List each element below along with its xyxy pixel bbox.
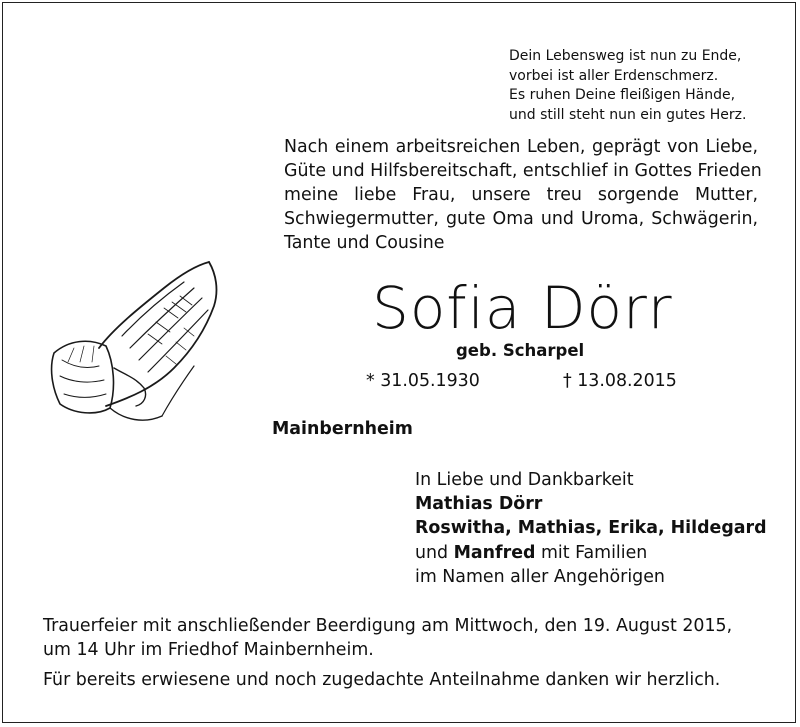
intro-line: meine liebe Frau, unsere treu sorgende Mutter,: [284, 185, 758, 205]
birth-name: geb. Scharpel: [456, 341, 585, 360]
funeral-line: Trauerfeier mit anschließender Beerdigung am Mittwoch, den 19. August 2015,: [43, 616, 733, 636]
intro-line: Schwiegermutter, gute Oma und Uroma, Schwägerin,: [284, 209, 758, 229]
funeral-line: um 14 Uhr im Friedhof Mainbernheim.: [43, 640, 374, 660]
death-date: † 13.08.2015: [563, 371, 677, 391]
intro-text: [284, 135, 762, 255]
intro-line: Tante und Cousine: [284, 233, 445, 253]
poem-line: und still steht nun ein gutes Herz.: [509, 106, 747, 123]
mourners-closing: im Namen aller Angehörigen: [415, 566, 665, 587]
mourner-suffix: mit Familien: [540, 542, 648, 563]
mourner-conjunction: und: [415, 542, 449, 563]
mourners-intro: In Liebe und Dankbarkeit: [415, 470, 634, 490]
intro-line: Nach einem arbeitsreichen Leben, geprägt von Liebe,: [284, 137, 758, 157]
birth-date: * 31.05.1930: [366, 371, 480, 391]
poem-line: vorbei ist aller Erdenschmerz.: [509, 67, 719, 84]
thanks-text: Für bereits erwiesene und noch zugedachte Anteilnahme danken wir herzlich.: [43, 670, 721, 690]
funeral-info: [43, 614, 732, 692]
mourners-block: [415, 468, 767, 589]
poem-line: Dein Lebensweg ist nun zu Ende,: [509, 48, 742, 64]
deceased-name: Sofia Dörr: [372, 274, 673, 342]
poem-line: Es ruhen Deine fleißigen Hände,: [509, 87, 736, 103]
hometown: Mainbernheim: [272, 419, 413, 439]
praying-hands-icon: [44, 248, 234, 433]
intro-line: Güte und Hilfsbereitschaft, entschlief in Gottes Frieden: [284, 161, 762, 181]
mourner-spouse: Mathias Dörr: [415, 494, 543, 515]
mourner-name: Manfred: [453, 542, 536, 563]
mourner-line-families: [415, 541, 767, 565]
poem: [509, 47, 769, 125]
mourner-children: Roswitha, Mathias, Erika, Hildegard: [415, 518, 767, 539]
